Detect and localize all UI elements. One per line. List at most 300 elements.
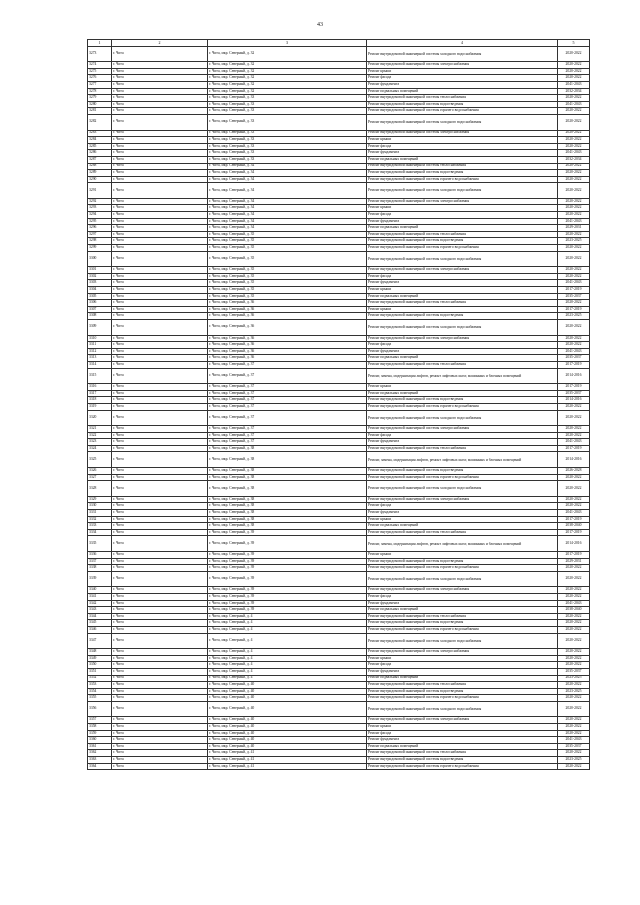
row-address: г. Чита, мкр. Северный, д. 4 xyxy=(208,668,367,675)
row-city: г. Чита xyxy=(112,225,208,232)
row-address: г. Чита, мкр. Северный, д. 37 xyxy=(208,439,367,446)
row-city: г. Чита xyxy=(112,516,208,523)
row-number: 3282 xyxy=(88,114,112,130)
row-address: г. Чита, мкр. Северный, д. 39 xyxy=(208,600,367,607)
table-row xyxy=(88,280,590,287)
row-number: 3289 xyxy=(88,170,112,177)
row-work-type: Ремонт внутридомовой инженерной системы холодного водоснабжения xyxy=(367,571,558,587)
row-address: г. Чита, мкр. Северный, д. 33 xyxy=(208,95,367,102)
row-address: г. Чита, мкр. Северный, д. 40 xyxy=(208,682,367,689)
row-work-type: Ремонт внутридомовой инженерной системы горячего водоснабжения xyxy=(367,403,558,410)
row-period: 2017-2019 xyxy=(558,287,590,294)
row-work-type: Ремонт, замена, модернизация лифтов, ремонт лифтовых шахт, машинных и блочных помещений xyxy=(367,536,558,552)
row-period: 2020-2022 xyxy=(558,432,590,439)
table-row xyxy=(88,633,590,649)
row-number: 3273 xyxy=(88,46,112,62)
row-period: 2020-2022 xyxy=(558,403,590,410)
row-work-type: Ремонт внутридомовой инженерной системы электроснабжения xyxy=(367,198,558,205)
row-period: 2020-2022 xyxy=(558,319,590,335)
table-row xyxy=(88,626,590,633)
row-work-type: Ремонт фасада xyxy=(367,730,558,737)
row-city: г. Чита xyxy=(112,426,208,433)
row-city: г. Чита xyxy=(112,620,208,627)
row-work-type: Ремонт крыши xyxy=(367,68,558,75)
row-address: г. Чита, мкр. Северный, д. 4 xyxy=(208,662,367,669)
row-address: г. Чита, мкр. Северный, д. 37 xyxy=(208,410,367,426)
row-number: 3353 xyxy=(88,682,112,689)
row-number: 3324 xyxy=(88,445,112,452)
row-work-type: Ремонт внутридомовой инженерной системы теплоснабжения xyxy=(367,529,558,536)
row-work-type: Ремонт внутридомовой инженерной системы теплоснабжения xyxy=(367,613,558,620)
table-row xyxy=(88,319,590,335)
row-work-type: Ремонт фундамента xyxy=(367,81,558,88)
table-row xyxy=(88,95,590,102)
row-work-type: Ремонт внутридомовой инженерной системы электроснабжения xyxy=(367,587,558,594)
row-work-type: Ремонт крыши xyxy=(367,306,558,313)
row-city: г. Чита xyxy=(112,750,208,757)
row-address: г. Чита, мкр. Северный, д. 40 xyxy=(208,701,367,717)
table-row xyxy=(88,176,590,183)
row-work-type: Ремонт внутридомовой инженерной системы горячего водоснабжения xyxy=(367,176,558,183)
table-row xyxy=(88,81,590,88)
page-number: 43 xyxy=(317,22,323,28)
table-row xyxy=(88,668,590,675)
row-work-type: Ремонт фасада xyxy=(367,143,558,150)
row-period: 2020-2022 xyxy=(558,730,590,737)
row-address: г. Чита, мкр. Северный, д. 4 xyxy=(208,626,367,633)
row-period: 2020-2022 xyxy=(558,695,590,702)
table-row xyxy=(88,313,590,320)
row-period: 2020-2022 xyxy=(558,231,590,238)
row-address: г. Чита, мкр. Северный, д. 37 xyxy=(208,403,367,410)
row-address: г. Чита, мкр. Северный, д. 38 xyxy=(208,445,367,452)
row-number: 3358 xyxy=(88,724,112,731)
row-city: г. Чита xyxy=(112,536,208,552)
row-address: г. Чита, мкр. Северный, д. 32 xyxy=(208,75,367,82)
row-city: г. Чита xyxy=(112,445,208,452)
row-work-type: Ремонт фасада xyxy=(367,342,558,349)
row-city: г. Чита xyxy=(112,481,208,497)
table-row xyxy=(88,510,590,517)
table-row xyxy=(88,607,590,614)
table-row xyxy=(88,503,590,510)
row-number: 3306 xyxy=(88,300,112,307)
table-row xyxy=(88,724,590,731)
row-city: г. Чита xyxy=(112,238,208,245)
row-work-type: Ремонт внутридомовой инженерной системы водоотведения xyxy=(367,558,558,565)
row-number: 3314 xyxy=(88,361,112,368)
row-period: 2017-2019 xyxy=(558,445,590,452)
row-number: 3336 xyxy=(88,552,112,559)
row-address: г. Чита, мкр. Северный, д. 35 xyxy=(208,245,367,252)
row-work-type: Ремонт внутридомовой инженерной системы горячего водоснабжения xyxy=(367,245,558,252)
row-address: г. Чита, мкр. Северный, д. 32 xyxy=(208,68,367,75)
row-number: 3351 xyxy=(88,668,112,675)
table-row xyxy=(88,150,590,157)
row-period: 2020-2022 xyxy=(558,626,590,633)
row-work-type: Ремонт внутридомовой инженерной системы теплоснабжения xyxy=(367,300,558,307)
row-city: г. Чита xyxy=(112,355,208,362)
table-row xyxy=(88,75,590,82)
repair-schedule-table xyxy=(87,39,590,770)
row-address: г. Чита, мкр. Северный, д. 41 xyxy=(208,757,367,764)
row-city: г. Чита xyxy=(112,267,208,274)
row-period: 2041-2043 xyxy=(558,280,590,287)
row-work-type: Ремонт внутридомовой инженерной системы водоотведения xyxy=(367,620,558,627)
row-address: г. Чита, мкр. Северный, д. 39 xyxy=(208,529,367,536)
row-number: 3359 xyxy=(88,730,112,737)
row-city: г. Чита xyxy=(112,452,208,468)
row-city: г. Чита xyxy=(112,287,208,294)
table-row xyxy=(88,251,590,267)
row-period: 2020-2022 xyxy=(558,620,590,627)
row-number: 3356 xyxy=(88,701,112,717)
row-number: 3340 xyxy=(88,587,112,594)
row-number: 3302 xyxy=(88,273,112,280)
row-city: г. Чита xyxy=(112,335,208,342)
row-address: г. Чита, мкр. Северный, д. 39 xyxy=(208,552,367,559)
table-row xyxy=(88,701,590,717)
row-work-type: Ремонт крыши xyxy=(367,552,558,559)
row-address: г. Чита, мкр. Северный, д. 37 xyxy=(208,390,367,397)
row-address: г. Чита, мкр. Северный, д. 39 xyxy=(208,536,367,552)
row-address: г. Чита, мкр. Северный, д. 40 xyxy=(208,724,367,731)
row-period: 2023-2025 xyxy=(558,757,590,764)
table-row xyxy=(88,198,590,205)
row-city: г. Чита xyxy=(112,108,208,115)
row-city: г. Чита xyxy=(112,675,208,682)
header-col-4: 4 xyxy=(367,40,558,47)
row-period: 2020-2022 xyxy=(558,163,590,170)
row-work-type: Ремонт внутридомовой инженерной системы водоотведения xyxy=(367,757,558,764)
row-address: г. Чита, мкр. Северный, д. 34 xyxy=(208,176,367,183)
row-period: 2041-2043 xyxy=(558,150,590,157)
table-row xyxy=(88,137,590,144)
row-address: г. Чита, мкр. Северный, д. 34 xyxy=(208,170,367,177)
row-work-type: Ремонт внутридомовой инженерной системы теплоснабжения xyxy=(367,445,558,452)
row-period: 2020-2022 xyxy=(558,750,590,757)
row-number: 3286 xyxy=(88,150,112,157)
row-city: г. Чита xyxy=(112,668,208,675)
table-row xyxy=(88,763,590,770)
table-row xyxy=(88,565,590,572)
table-row xyxy=(88,523,590,530)
row-number: 3274 xyxy=(88,62,112,69)
row-number: 3310 xyxy=(88,335,112,342)
table-row xyxy=(88,390,590,397)
row-period: 2014-2016 xyxy=(558,452,590,468)
row-number: 3284 xyxy=(88,137,112,144)
table-row xyxy=(88,225,590,232)
row-work-type: Ремонт внутридомовой инженерной системы теплоснабжения xyxy=(367,163,558,170)
row-period: 2017-2019 xyxy=(558,361,590,368)
row-work-type: Ремонт внутридомовой инженерной системы горячего водоснабжения xyxy=(367,108,558,115)
row-period: 2020-2022 xyxy=(558,170,590,177)
table-row xyxy=(88,335,590,342)
row-address: г. Чита, мкр. Северный, д. 34 xyxy=(208,218,367,225)
row-address: г. Чита, мкр. Северный, д. 40 xyxy=(208,743,367,750)
row-city: г. Чита xyxy=(112,701,208,717)
row-period: 2020-2022 xyxy=(558,183,590,199)
row-number: 3364 xyxy=(88,763,112,770)
row-work-type: Ремонт внутридомовой инженерной системы холодного водоснабжения xyxy=(367,633,558,649)
row-number: 3301 xyxy=(88,267,112,274)
row-period: 2035-2037 xyxy=(558,355,590,362)
row-period: 2020-2022 xyxy=(558,212,590,219)
row-address: г. Чита, мкр. Северный, д. 38 xyxy=(208,516,367,523)
table-row xyxy=(88,403,590,410)
row-work-type: Ремонт, замена, модернизация лифтов, ремонт лифтовых шахт, машинных и блочных помещений xyxy=(367,452,558,468)
row-city: г. Чита xyxy=(112,695,208,702)
row-number: 3363 xyxy=(88,757,112,764)
table-row xyxy=(88,682,590,689)
row-city: г. Чита xyxy=(112,46,208,62)
table-row xyxy=(88,717,590,724)
row-number: 3320 xyxy=(88,410,112,426)
row-address: г. Чита, мкр. Северный, д. 34 xyxy=(208,183,367,199)
row-number: 3332 xyxy=(88,516,112,523)
row-city: г. Чита xyxy=(112,95,208,102)
row-work-type: Ремонт фундамента xyxy=(367,510,558,517)
row-period: 2041-2043 xyxy=(558,81,590,88)
row-address: г. Чита, мкр. Северный, д. 36 xyxy=(208,335,367,342)
row-number: 3337 xyxy=(88,558,112,565)
row-city: г. Чита xyxy=(112,496,208,503)
table-row xyxy=(88,410,590,426)
row-number: 3276 xyxy=(88,75,112,82)
row-period: 2020-2022 xyxy=(558,62,590,69)
row-number: 3315 xyxy=(88,368,112,384)
table-row xyxy=(88,474,590,481)
table-row xyxy=(88,445,590,452)
row-period: 2014-2016 xyxy=(558,368,590,384)
row-address: г. Чита, мкр. Северный, д. 36 xyxy=(208,342,367,349)
row-city: г. Чита xyxy=(112,137,208,144)
row-work-type: Ремонт фундамента xyxy=(367,600,558,607)
row-city: г. Чита xyxy=(112,143,208,150)
row-city: г. Чита xyxy=(112,439,208,446)
row-work-type: Ремонт внутридомовой инженерной системы водоотведения xyxy=(367,238,558,245)
row-address: г. Чита, мкр. Северный, д. 36 xyxy=(208,348,367,355)
table-row xyxy=(88,293,590,300)
row-work-type: Ремонт крыши xyxy=(367,384,558,391)
row-city: г. Чита xyxy=(112,607,208,614)
row-number: 3322 xyxy=(88,432,112,439)
row-work-type: Ремонт крыши xyxy=(367,724,558,731)
row-period: 2041-2043 xyxy=(558,218,590,225)
row-period: 2020-2022 xyxy=(558,410,590,426)
row-work-type: Ремонт подвальных помещений xyxy=(367,88,558,95)
row-address: г. Чита, мкр. Северный, д. 33 xyxy=(208,137,367,144)
row-period: 2032-2034 xyxy=(558,156,590,163)
row-address: г. Чита, мкр. Северный, д. 34 xyxy=(208,163,367,170)
row-work-type: Ремонт внутридомовой инженерной системы электроснабжения xyxy=(367,130,558,137)
row-period: 2041-2043 xyxy=(558,101,590,108)
row-period: 2020-2022 xyxy=(558,114,590,130)
table-row xyxy=(88,348,590,355)
row-address: г. Чита, мкр. Северный, д. 40 xyxy=(208,695,367,702)
row-period: 2023-2025 xyxy=(558,675,590,682)
row-address: г. Чита, мкр. Северный, д. 35 xyxy=(208,293,367,300)
row-period: 2014-2016 xyxy=(558,536,590,552)
table-row xyxy=(88,432,590,439)
row-work-type: Ремонт крыши xyxy=(367,655,558,662)
row-period: 2023-2025 xyxy=(558,313,590,320)
row-number: 3304 xyxy=(88,287,112,294)
row-period: 2020-2022 xyxy=(558,137,590,144)
row-period: 2017-2019 xyxy=(558,384,590,391)
row-city: г. Чита xyxy=(112,633,208,649)
row-city: г. Чита xyxy=(112,558,208,565)
row-number: 3313 xyxy=(88,355,112,362)
row-work-type: Ремонт внутридомовой инженерной системы водоотведения xyxy=(367,688,558,695)
row-number: 3297 xyxy=(88,231,112,238)
row-address: г. Чита, мкр. Северный, д. 35 xyxy=(208,231,367,238)
row-work-type: Ремонт внутридомовой инженерной системы теплоснабжения xyxy=(367,95,558,102)
table-row xyxy=(88,558,590,565)
row-number: 3290 xyxy=(88,176,112,183)
row-period: 2017-2019 xyxy=(558,552,590,559)
row-work-type: Ремонт внутридомовой инженерной системы холодного водоснабжения xyxy=(367,114,558,130)
table-row xyxy=(88,613,590,620)
row-address: г. Чита, мкр. Северный, д. 39 xyxy=(208,571,367,587)
row-address: г. Чита, мкр. Северный, д. 40 xyxy=(208,717,367,724)
row-period: 2020-2022 xyxy=(558,496,590,503)
row-number: 3347 xyxy=(88,633,112,649)
row-period: 2020-2022 xyxy=(558,267,590,274)
row-address: г. Чита, мкр. Северный, д. 38 xyxy=(208,510,367,517)
row-work-type: Ремонт фасада xyxy=(367,75,558,82)
row-city: г. Чита xyxy=(112,251,208,267)
row-number: 3346 xyxy=(88,626,112,633)
row-address: г. Чита, мкр. Северный, д. 38 xyxy=(208,481,367,497)
row-work-type: Ремонт подвальных помещений xyxy=(367,355,558,362)
row-period: 2035-2037 xyxy=(558,743,590,750)
row-city: г. Чита xyxy=(112,361,208,368)
row-number: 3352 xyxy=(88,675,112,682)
row-city: г. Чита xyxy=(112,571,208,587)
table-row xyxy=(88,695,590,702)
row-address: г. Чита, мкр. Северный, д. 38 xyxy=(208,496,367,503)
row-city: г. Чита xyxy=(112,212,208,219)
table-row xyxy=(88,88,590,95)
row-number: 3348 xyxy=(88,649,112,656)
row-number: 3349 xyxy=(88,655,112,662)
row-work-type: Ремонт внутридомовой инженерной системы холодного водоснабжения xyxy=(367,701,558,717)
row-city: г. Чита xyxy=(112,342,208,349)
row-work-type: Ремонт внутридомовой инженерной системы водоотведения xyxy=(367,397,558,404)
row-number: 3350 xyxy=(88,662,112,669)
row-period: 2041-2043 xyxy=(558,737,590,744)
row-work-type: Ремонт подвальных помещений xyxy=(367,293,558,300)
table-row xyxy=(88,737,590,744)
table-row xyxy=(88,46,590,62)
row-period: 2041-2043 xyxy=(558,600,590,607)
table-row xyxy=(88,620,590,627)
row-city: г. Чита xyxy=(112,403,208,410)
row-number: 3345 xyxy=(88,620,112,627)
row-period: 2026-2028 xyxy=(558,468,590,475)
row-work-type: Ремонт фундамента xyxy=(367,439,558,446)
row-period: 2020-2022 xyxy=(558,205,590,212)
row-period: 2020-2022 xyxy=(558,481,590,497)
table-row xyxy=(88,361,590,368)
row-city: г. Чита xyxy=(112,724,208,731)
table-row xyxy=(88,593,590,600)
row-work-type: Ремонт подвальных помещений xyxy=(367,156,558,163)
row-work-type: Ремонт внутридомовой инженерной системы теплоснабжения xyxy=(367,361,558,368)
row-work-type: Ремонт внутридомовой инженерной системы теплоснабжения xyxy=(367,750,558,757)
row-address: г. Чита, мкр. Северный, д. 39 xyxy=(208,565,367,572)
row-city: г. Чита xyxy=(112,468,208,475)
table-row xyxy=(88,156,590,163)
row-city: г. Чита xyxy=(112,300,208,307)
row-period: 2035-2037 xyxy=(558,293,590,300)
table-row xyxy=(88,368,590,384)
table-row xyxy=(88,571,590,587)
row-work-type: Ремонт внутридомовой инженерной системы холодного водоснабжения xyxy=(367,183,558,199)
row-period: 2041-2043 xyxy=(558,348,590,355)
row-city: г. Чита xyxy=(112,183,208,199)
row-period: 2020-2022 xyxy=(558,75,590,82)
row-period: 2020-2022 xyxy=(558,682,590,689)
row-address: г. Чита, мкр. Северный, д. 33 xyxy=(208,143,367,150)
row-period: 2020-2022 xyxy=(558,251,590,267)
row-number: 3325 xyxy=(88,452,112,468)
row-number: 3288 xyxy=(88,163,112,170)
row-address: г. Чита, мкр. Северный, д. 38 xyxy=(208,503,367,510)
header-col-5: 5 xyxy=(558,40,590,47)
row-city: г. Чита xyxy=(112,368,208,384)
table-row xyxy=(88,170,590,177)
row-work-type: Ремонт внутридомовой инженерной системы горячего водоснабжения xyxy=(367,565,558,572)
row-city: г. Чита xyxy=(112,170,208,177)
row-work-type: Ремонт внутридомовой инженерной системы электроснабжения xyxy=(367,267,558,274)
row-address: г. Чита, мкр. Северный, д. 40 xyxy=(208,737,367,744)
row-period: 2020-2022 xyxy=(558,633,590,649)
row-period: 2017-2019 xyxy=(558,516,590,523)
row-city: г. Чита xyxy=(112,565,208,572)
row-city: г. Чита xyxy=(112,503,208,510)
row-address: г. Чита, мкр. Северный, д. 4 xyxy=(208,649,367,656)
table-row xyxy=(88,481,590,497)
row-city: г. Чита xyxy=(112,730,208,737)
row-work-type: Ремонт фундамента xyxy=(367,280,558,287)
row-city: г. Чита xyxy=(112,410,208,426)
row-city: г. Чита xyxy=(112,757,208,764)
row-work-type: Ремонт внутридомовой инженерной системы электроснабжения xyxy=(367,649,558,656)
row-city: г. Чита xyxy=(112,552,208,559)
row-work-type: Ремонт фасада xyxy=(367,273,558,280)
row-number: 3308 xyxy=(88,313,112,320)
row-number: 3281 xyxy=(88,108,112,115)
row-period: 2020-2022 xyxy=(558,662,590,669)
row-address: г. Чита, мкр. Северный, д. 36 xyxy=(208,355,367,362)
row-city: г. Чита xyxy=(112,626,208,633)
row-number: 3311 xyxy=(88,342,112,349)
row-city: г. Чита xyxy=(112,390,208,397)
table-row xyxy=(88,231,590,238)
row-work-type: Ремонт внутридомовой инженерной системы горячего водоснабжения xyxy=(367,695,558,702)
row-period: 2020-2022 xyxy=(558,571,590,587)
row-city: г. Чита xyxy=(112,114,208,130)
row-address: г. Чита, мкр. Северный, д. 4 xyxy=(208,633,367,649)
row-number: 3321 xyxy=(88,426,112,433)
row-address: г. Чита, мкр. Северный, д. 39 xyxy=(208,558,367,565)
row-number: 3298 xyxy=(88,238,112,245)
row-city: г. Чита xyxy=(112,273,208,280)
row-work-type: Ремонт внутридомовой инженерной системы горячего водоснабжения xyxy=(367,763,558,770)
